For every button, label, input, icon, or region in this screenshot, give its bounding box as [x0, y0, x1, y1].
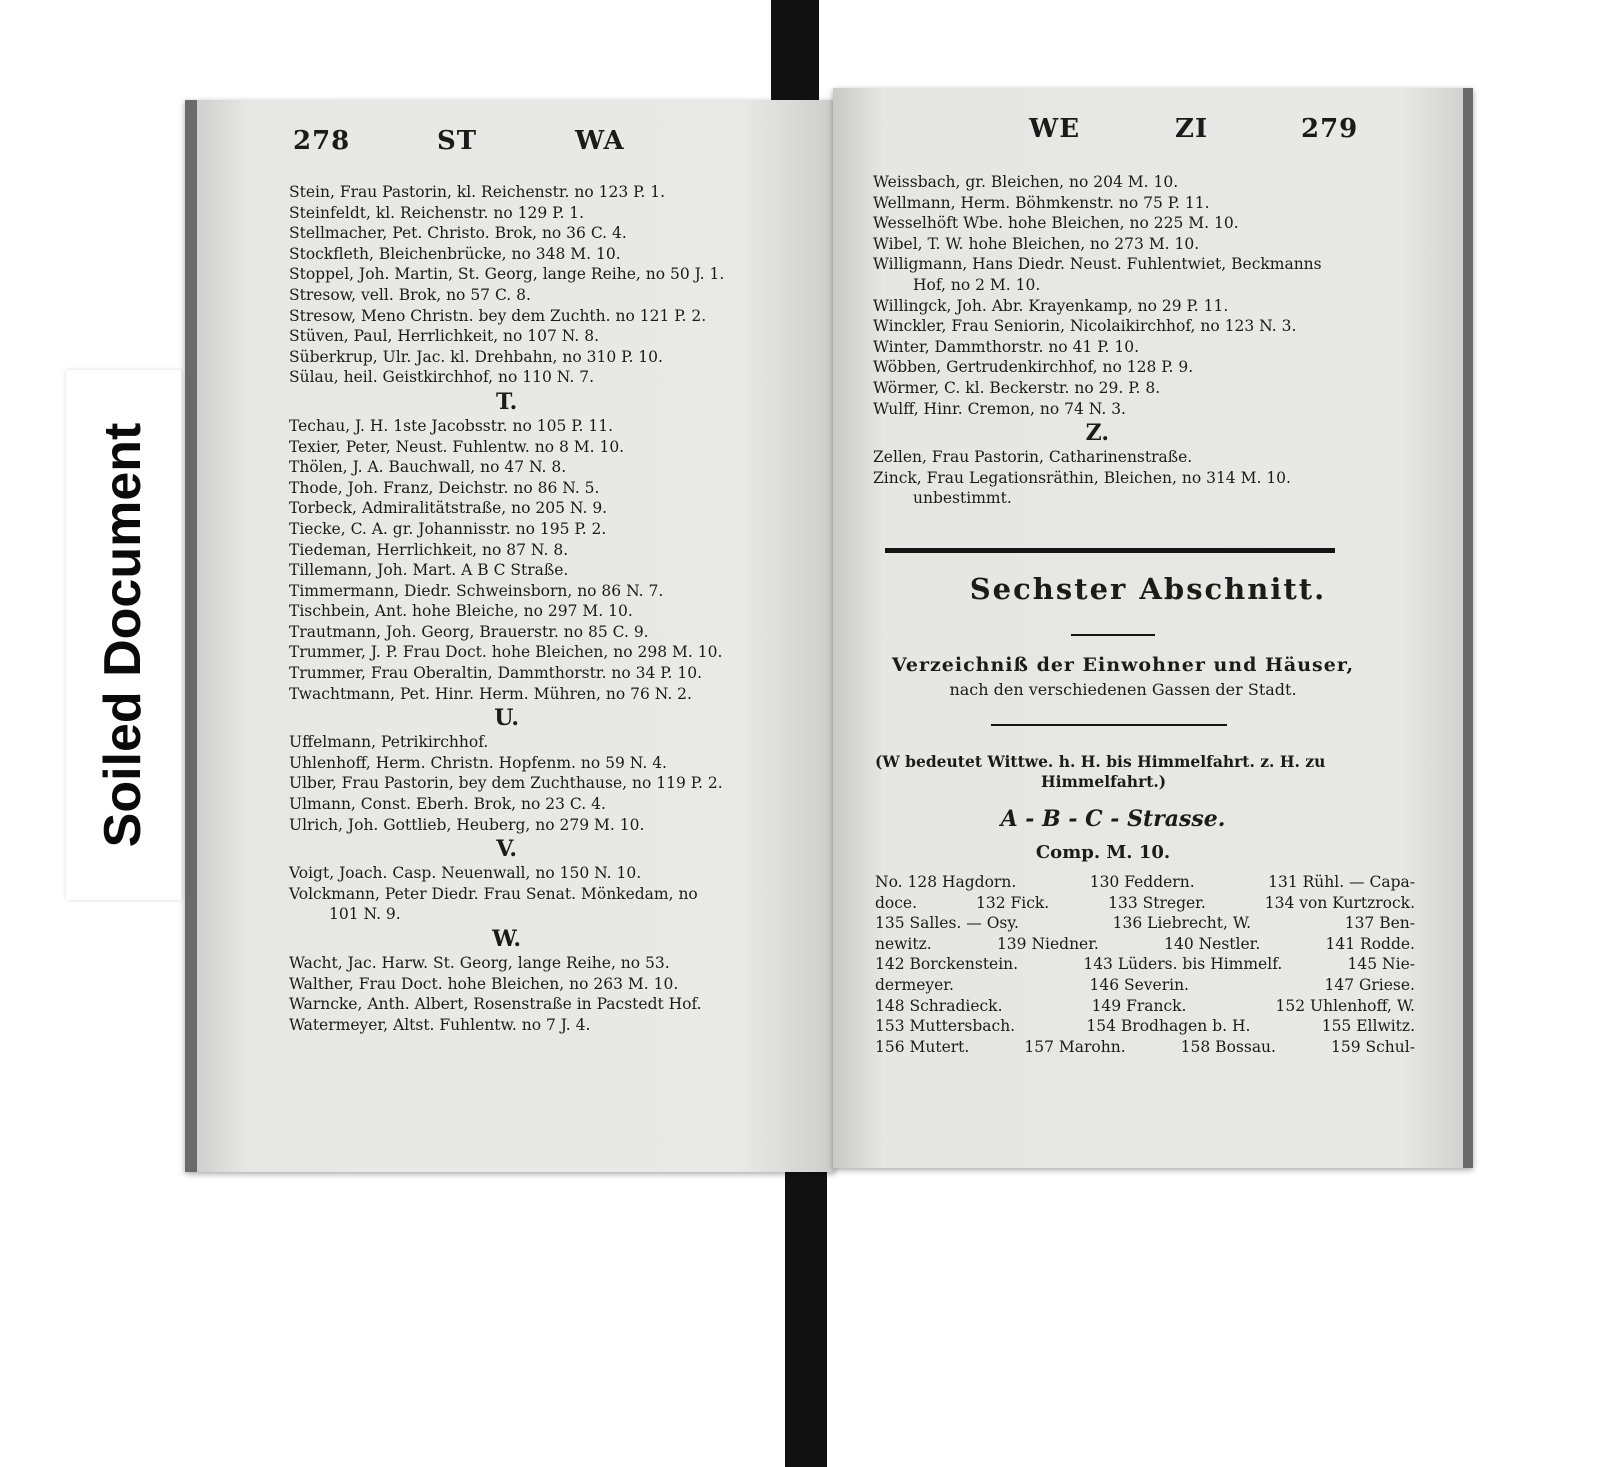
- house-entry: 133 Streger.: [1108, 893, 1206, 912]
- alphabet-heading: V.: [496, 836, 518, 863]
- directory-entry: Trummer, J. P. Frau Doct. hohe Bleichen, no 298 M. 10.: [289, 643, 723, 662]
- house-entry: 158 Bossau.: [1180, 1037, 1276, 1056]
- house-entry: 130 Feddern.: [1089, 873, 1195, 891]
- alphabet-heading: W.: [492, 926, 522, 952]
- directory-entry: Wibel, T. W. hohe Bleichen, no 273 M. 10.: [873, 234, 1200, 253]
- directory-entry: Uhlenhoff, Herm. Christn. Hopfenm. no 59 N. 4.: [289, 753, 667, 772]
- street-row: [875, 872, 1415, 893]
- directory-entry: Hof, no 2 M. 10.: [913, 275, 1041, 294]
- running-head-right-end: ZI: [1175, 114, 1209, 144]
- directory-entry: Techau, J. H. 1ste Jacobsstr. no 105 P. 11.: [289, 416, 614, 435]
- house-entry: 147 Griese.: [1324, 975, 1415, 994]
- running-head-left-end: WA: [575, 126, 625, 156]
- directory-entry: Walther, Frau Doct. hohe Bleichen, no 263 M. 10.: [289, 974, 679, 993]
- house-entry: 156 Mutert.: [875, 1037, 970, 1056]
- directory-entry: Süberkrup, Ulr. Jac. kl. Drehbahn, no 310 P. 10.: [289, 347, 663, 366]
- directory-entry: Weissbach, gr. Bleichen, no 204 M. 10.: [873, 173, 1179, 191]
- house-entry: 152 Uhlenhoff, W.: [1275, 996, 1415, 1015]
- directory-entry: Zellen, Frau Pastorin, Catharinenstraße.: [873, 448, 1193, 467]
- house-entry: 159 Schul-: [1331, 1037, 1415, 1056]
- house-entry: 148 Schradieck.: [875, 996, 1003, 1015]
- binding-strip-top: [771, 0, 819, 100]
- page-number-left: 278: [293, 126, 351, 156]
- right-entry-list: [873, 172, 1322, 509]
- directory-entry: Trautmann, Joh. Georg, Brauerstr. no 85 C. 9.: [289, 622, 649, 641]
- street-row: [875, 996, 1415, 1017]
- house-entry: 146 Severin.: [1089, 975, 1189, 994]
- directory-entry: Zinck, Frau Legationsräthin, Bleichen, no 314 M. 10.: [873, 468, 1291, 487]
- directory-entry: Wörmer, C. kl. Beckerstr. no 29. P. 8.: [873, 378, 1161, 397]
- directory-entry: Wulff, Hinr. Cremon, no 74 N. 3.: [873, 399, 1126, 418]
- street-row: [875, 954, 1415, 975]
- running-head-left-start: ST: [437, 126, 478, 156]
- directory-entry: Willigmann, Hans Diedr. Neust. Fuhlentwiet, Beckmanns: [873, 255, 1322, 274]
- street-row: [875, 913, 1415, 934]
- directory-entry: Voigt, Joach. Casp. Neuenwall, no 150 N. 10.: [289, 864, 642, 883]
- house-entry: No. 128 Hagdorn.: [875, 873, 1017, 891]
- directory-entry: Ulrich, Joh. Gottlieb, Heuberg, no 279 M. 10.: [289, 815, 645, 834]
- directory-entry: Wacht, Jac. Harw. St. Georg, lange Reihe, no 53.: [289, 954, 670, 972]
- house-entry: 134 von Kurtzrock.: [1264, 893, 1415, 912]
- soiled-document-text: Soiled Document: [94, 422, 152, 848]
- binding-strip-bottom: [785, 1158, 827, 1467]
- directory-entry: Winter, Dammthorstr. no 41 P. 10.: [873, 337, 1140, 356]
- house-entry: 135 Salles. — Osy.: [875, 914, 1019, 933]
- directory-entry: Uffelmann, Petrikirchhof.: [289, 733, 489, 752]
- street-house-list: [875, 872, 1415, 1057]
- directory-entry: 101 N. 9.: [329, 905, 401, 924]
- directory-entry: Timmermann, Diedr. Schweinsborn, no 86 N. 7.: [289, 581, 664, 600]
- directory-entry: Tillemann, Joh. Mart. A B C Straße.: [289, 561, 569, 580]
- house-entry: 132 Fick.: [975, 893, 1050, 912]
- directory-entry: Stoppel, Joh. Martin, St. Georg, lange Reihe, no 50 J. 1.: [289, 265, 725, 284]
- directory-entry: Ulber, Frau Pastorin, bey dem Zuchthause, no 119 P. 2.: [289, 774, 723, 793]
- house-entry: dermeyer.: [875, 975, 954, 994]
- house-entry: 145 Nie-: [1347, 955, 1415, 974]
- directory-entry: Stein, Frau Pastorin, kl. Reichenstr. no 123 P. 1.: [289, 183, 666, 201]
- street-row: [875, 1037, 1415, 1058]
- directory-entry: Stockfleth, Bleichenbrücke, no 348 M. 10.: [289, 244, 621, 263]
- alphabet-heading: Z.: [1085, 420, 1109, 447]
- running-head-right-start: WE: [1029, 114, 1081, 144]
- directory-entry: Watermeyer, Altst. Fuhlentw. no 7 J. 4.: [289, 1015, 591, 1034]
- directory-entry: Stellmacher, Pet. Christo. Brok, no 36 C. 4.: [289, 224, 627, 243]
- section-rule-short: [1071, 634, 1155, 636]
- street-comp: Comp. M. 10.: [1035, 842, 1171, 863]
- house-entry: newitz.: [875, 934, 932, 953]
- directory-entry: Steinfeldt, kl. Reichenstr. no 129 P. 1.: [289, 203, 585, 222]
- street-row: [875, 975, 1415, 996]
- alphabet-heading: T.: [496, 388, 518, 415]
- directory-entry: Wellmann, Herm. Böhmkenstr. no 75 P. 11.: [873, 193, 1210, 212]
- subtitle-line2: nach den verschiedenen Gassen der Stadt.: [949, 680, 1297, 699]
- directory-entry: Wöbben, Gertrudenkirchhof, no 128 P. 9.: [873, 358, 1194, 377]
- directory-entry: Tiedeman, Herrlichkeit, no 87 N. 8.: [289, 540, 569, 559]
- directory-entry: Sülau, heil. Geistkirchhof, no 110 N. 7.: [289, 368, 594, 387]
- directory-entry: Texier, Peter, Neust. Fuhlentw. no 8 M. 10.: [289, 437, 625, 456]
- directory-entry: Willingck, Joh. Abr. Krayenkamp, no 29 P. 11.: [873, 296, 1229, 315]
- street-row: [875, 1016, 1415, 1037]
- section-rule-heavy: [885, 548, 1335, 553]
- house-entry: 153 Muttersbach.: [875, 1017, 1016, 1036]
- directory-entry: Stresow, vell. Brok, no 57 C. 8.: [289, 285, 531, 304]
- street-row: [875, 934, 1415, 955]
- house-entry: 142 Borckenstein.: [875, 955, 1019, 974]
- street-heading: A - B - C - Strasse.: [1000, 806, 1226, 832]
- house-entry: 143 Lüders. bis Himmelf.: [1083, 955, 1283, 974]
- directory-entry: Stresow, Meno Christn. bey dem Zuchth. no 121 P. 2.: [289, 306, 707, 325]
- directory-entry: Thode, Joh. Franz, Deichstr. no 86 N. 5.: [289, 478, 600, 497]
- house-entry: 141 Rodde.: [1325, 934, 1415, 953]
- directory-entry: Warncke, Anth. Albert, Rosenstraße in Pacstedt Hof.: [289, 995, 702, 1014]
- page-number-right: 279: [1301, 114, 1359, 144]
- subtitle-rule: [991, 724, 1227, 726]
- house-entry: 155 Ellwitz.: [1321, 1017, 1415, 1036]
- house-entry: 136 Liebrecht, W.: [1112, 914, 1252, 933]
- directory-entry: Thölen, J. A. Bauchwall, no 47 N. 8.: [289, 458, 567, 477]
- legend-line2: Himmelfahrt.): [1041, 772, 1167, 791]
- left-page: [185, 100, 835, 1172]
- alphabet-heading: U.: [494, 705, 520, 732]
- left-entry-list: [289, 182, 724, 1035]
- house-entry: doce.: [875, 893, 918, 912]
- directory-entry: Ulmann, Const. Eberh. Brok, no 23 C. 4.: [289, 795, 606, 814]
- directory-entry: Twachtmann, Pet. Hinr. Herm. Mühren, no 76 N. 2.: [289, 684, 692, 703]
- directory-entry: Stüven, Paul, Herrlichkeit, no 107 N. 8.: [289, 327, 600, 346]
- directory-entry: Wesselhöft Wbe. hohe Bleichen, no 225 M. 10.: [873, 214, 1239, 233]
- directory-entry: Tischbein, Ant. hohe Bleiche, no 297 M. 10.: [289, 602, 633, 621]
- subtitle-line1: Verzeichniß der Einwohner und Häuser,: [891, 654, 1355, 676]
- house-entry: 131 Rühl. — Capa-: [1268, 873, 1415, 891]
- house-entry: 149 Franck.: [1091, 996, 1187, 1015]
- directory-entry: Volckmann, Peter Diedr. Frau Senat. Mönkedam, no: [289, 884, 698, 903]
- house-entry: 154 Brodhagen b. H.: [1086, 1017, 1251, 1036]
- house-entry: 140 Nestler.: [1164, 934, 1261, 953]
- house-entry: 137 Ben-: [1344, 914, 1415, 933]
- directory-entry: Torbeck, Admiralitätstraße, no 205 N. 9.: [289, 499, 608, 518]
- legend-line1: (W bedeutet Wittwe. h. H. bis Himmelfahrt. z. H. zu: [875, 752, 1326, 771]
- directory-entry: Trummer, Frau Oberaltin, Dammthorstr. no 34 P. 10.: [289, 664, 703, 683]
- street-row: [875, 893, 1415, 914]
- section-title: Sechster Abschnitt.: [969, 572, 1327, 606]
- house-entry: 157 Marohn.: [1024, 1037, 1126, 1056]
- directory-entry: Tiecke, C. A. gr. Johannisstr. no 195 P. 2.: [289, 519, 607, 538]
- house-entry: 139 Niedner.: [996, 934, 1099, 953]
- directory-entry: Winckler, Frau Seniorin, Nicolaikirchhof, no 123 N. 3.: [873, 317, 1297, 336]
- right-page: [833, 88, 1473, 1168]
- directory-entry: unbestimmt.: [913, 489, 1012, 508]
- soiled-document-label: [66, 370, 181, 900]
